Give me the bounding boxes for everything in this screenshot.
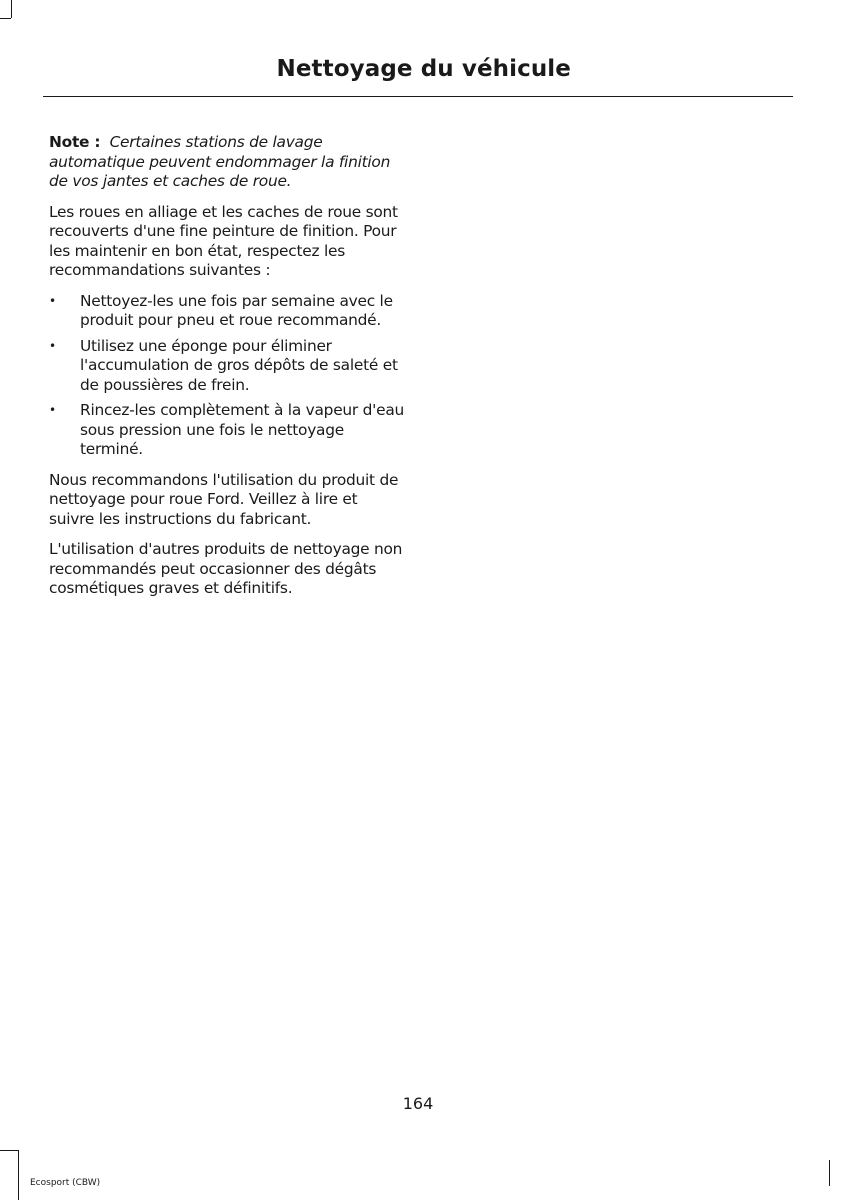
crop-mark <box>0 1150 18 1151</box>
page-number: 164 <box>402 1094 434 1113</box>
list-item <box>49 292 405 331</box>
list-item-text: Utilisez une éponge pour éliminer l'accumulation de gros dépôts de saleté et de poussières de frein. <box>80 336 398 394</box>
note-label: Note : <box>49 133 101 151</box>
bullet-icon: • <box>49 293 56 308</box>
recommendation-paragraph: Nous recommandons l'utilisation du produit de nettoyage pour roue Ford. Veillez à lire et suivre les instructions du fabricant. <box>49 470 399 528</box>
crop-mark <box>829 1160 830 1186</box>
crop-mark <box>0 18 11 19</box>
crop-mark <box>18 1150 19 1200</box>
intro-paragraph: Les roues en alliage et les caches de roue sont recouverts d'une fine peinture de finition. Pour les maintenir en bon état, respectez les recommandations suivantes : <box>49 202 398 279</box>
content-column <box>49 133 405 610</box>
crop-mark <box>11 0 12 18</box>
page-title: Nettoyage du véhicule <box>276 56 571 82</box>
list-item-text: Rincez-les complètement à la vapeur d'eau sous pression une fois le nettoyage terminé. <box>80 401 405 458</box>
bullet-icon: • <box>49 338 56 353</box>
list-item-text: Nettoyez-les une fois par semaine avec le produit pour pneu et roue recommandé. <box>80 291 393 329</box>
title-divider <box>43 96 793 97</box>
list-item <box>49 401 405 460</box>
list-item <box>49 337 405 396</box>
warning-paragraph: L'utilisation d'autres produits de nettoyage non recommandés peut occasionner des dégâts cosmétiques graves et définitifs. <box>49 540 403 597</box>
note-paragraph <box>49 133 405 192</box>
footer-label: Ecosport (CBW) <box>30 1178 101 1188</box>
recommendation-list <box>49 292 405 460</box>
bullet-icon: • <box>49 403 56 417</box>
note-text: Certaines stations de lavage automatique peuvent endommager la finition de vos jantes et caches de roue. <box>49 133 391 190</box>
